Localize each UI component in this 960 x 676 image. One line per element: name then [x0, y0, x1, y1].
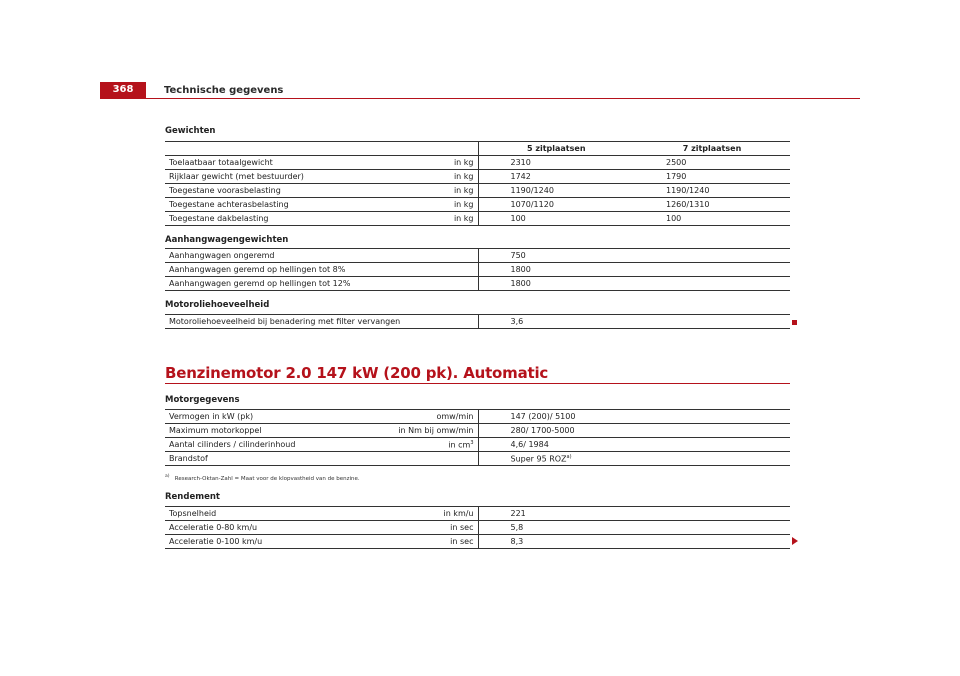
row-unit: in kg	[400, 198, 478, 212]
table-row	[165, 212, 790, 226]
row-label: Toelaatbaar totaalgewicht	[165, 156, 400, 170]
row-label: Aanhangwagen geremd op hellingen tot 12%	[165, 277, 478, 291]
title-divider	[165, 383, 790, 384]
table-row	[165, 156, 790, 170]
row-value: 1260/1310	[634, 198, 790, 212]
row-unit: in kg	[400, 170, 478, 184]
row-value: 1190/1240	[478, 184, 634, 198]
row-label: Aantal cilinders / cilinderinhoud	[165, 438, 370, 452]
row-value: 2500	[634, 156, 790, 170]
row-label: Maximum motorkoppel	[165, 424, 370, 438]
trailer-title: Aanhangwagengewichten	[165, 235, 289, 245]
page-header	[100, 82, 860, 99]
row-value: 1790	[634, 170, 790, 184]
row-value: 1070/1120	[478, 198, 634, 212]
column-header: 5 zitplaatsen	[478, 142, 634, 156]
row-value: 750	[478, 249, 790, 263]
header-title: Technische gegevens	[164, 85, 284, 96]
row-unit: omw/min	[370, 410, 478, 424]
engine-title: Benzinemotor 2.0 147 kW (200 pk). Automatic	[165, 364, 549, 382]
page-number: 368	[100, 82, 146, 98]
engine-data-title: Motorgegevens	[165, 395, 240, 405]
table-row	[165, 249, 790, 263]
row-value: 1742	[478, 170, 634, 184]
row-unit: in sec	[370, 535, 478, 549]
row-value: Super 95 ROZ$^{a)}$	[478, 452, 790, 466]
table-row	[165, 424, 790, 438]
row-value: 1190/1240	[634, 184, 790, 198]
row-value: 280/ 1700-5000	[478, 424, 790, 438]
oil-table	[165, 314, 790, 329]
row-value: 2310	[478, 156, 634, 170]
row-value: 147 (200)/ 5100	[478, 410, 790, 424]
oil-title: Motoroliehoeveelheid	[165, 300, 270, 310]
row-unit	[370, 452, 478, 466]
row-label: Aanhangwagen geremd op hellingen tot 8%	[165, 263, 478, 277]
table-row	[165, 170, 790, 184]
row-label: Motoroliehoeveelheid bij benadering met filter vervangen	[165, 315, 478, 329]
table-row	[165, 521, 790, 535]
table-row	[165, 315, 790, 329]
row-label: Rijklaar gewicht (met bestuurder)	[165, 170, 400, 184]
performance-title: Rendement	[165, 492, 220, 502]
weights-table	[165, 141, 790, 226]
row-unit: in sec	[370, 521, 478, 535]
row-label: Vermogen in kW (pk)	[165, 410, 370, 424]
table-row	[165, 535, 790, 549]
trailer-table	[165, 248, 790, 291]
row-label: Toegestane achterasbelasting	[165, 198, 400, 212]
row-value: 100	[478, 212, 634, 226]
row-label: Aanhangwagen ongeremd	[165, 249, 478, 263]
row-value: 221	[478, 507, 790, 521]
row-unit: in kg	[400, 212, 478, 226]
row-value: 3,6	[478, 315, 790, 329]
row-label: Brandstof	[165, 452, 370, 466]
arrow-right-icon	[792, 537, 798, 545]
row-value: 8,3	[478, 535, 790, 549]
square-marker-icon	[792, 320, 797, 325]
table-row	[165, 184, 790, 198]
footnote: $^{a)}$ Research-Oktan-Zahl = Maat voor de klopvastheid van de benzine.	[165, 474, 360, 482]
row-label: Topsnelheid	[165, 507, 370, 521]
table-row	[165, 507, 790, 521]
table-row	[165, 263, 790, 277]
row-label: Acceleratie 0-100 km/u	[165, 535, 370, 549]
row-unit: in $cm^3$	[370, 438, 478, 452]
column-header: 7 zitplaatsen	[634, 142, 790, 156]
row-value: 1800	[478, 277, 790, 291]
table-row	[165, 438, 790, 452]
row-value: 5,8	[478, 521, 790, 535]
table-row	[165, 452, 790, 466]
table-header-row	[165, 142, 790, 156]
row-unit: in Nm bij omw/min	[370, 424, 478, 438]
row-value: 100	[634, 212, 790, 226]
row-label: Toegestane dakbelasting	[165, 212, 400, 226]
row-unit: in km/u	[370, 507, 478, 521]
row-value: 4,6/ 1984	[478, 438, 790, 452]
row-label: Toegestane voorasbelasting	[165, 184, 400, 198]
performance-table	[165, 506, 790, 549]
row-label: Acceleratie 0-80 km/u	[165, 521, 370, 535]
table-row	[165, 277, 790, 291]
row-value: 1800	[478, 263, 790, 277]
table-row	[165, 410, 790, 424]
weights-title: Gewichten	[165, 126, 216, 136]
table-row	[165, 198, 790, 212]
row-unit: in kg	[400, 184, 478, 198]
row-unit: in kg	[400, 156, 478, 170]
engine-table	[165, 409, 790, 466]
